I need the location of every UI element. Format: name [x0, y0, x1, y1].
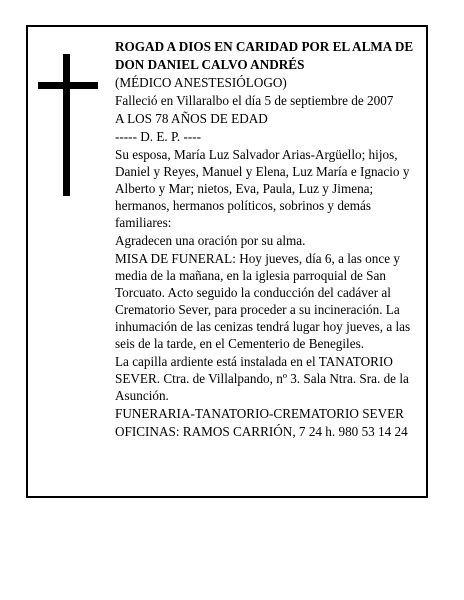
profession: (MÉDICO ANESTESIÓLOGO) — [115, 75, 287, 90]
rip-line: ----- D. E. P. ---- — [115, 129, 202, 144]
cross-icon — [38, 54, 98, 196]
death-info: Falleció en Villaralbo el día 5 de septiembre de 2007 — [115, 93, 394, 108]
age: A LOS 78 AÑOS DE EDAD — [115, 111, 268, 126]
funeral-mass-paragraph: MISA DE FUNERAL: Hoy jueves, día 6, a las once y media de la mañana, en la iglesia parroquial de San Torcuato. Acto seguido la conducción del cadáver al Crematorio Sever, para proceder a su incineración. La inhumación de las cenizas tendrá lugar hoy jueves, a las seis de la tarde, en el Cementerio de Benegiles. — [115, 251, 411, 351]
deceased-name: DON DANIEL CALVO ANDRÉS — [115, 57, 305, 72]
cross-horizontal-bar — [38, 82, 98, 89]
chapel-paragraph: La capilla ardiente está instalada en el TANATORIO SEVER. Ctra. de Villalpando, nº 3. Sala Ntra. Sra. de la Asunción. — [115, 354, 409, 403]
family-paragraph: Su esposa, María Luz Salvador Arias-Argüello; hijos, Daniel y Reyes, Manuel y Elena, Luz María e Ignacio y Alberto y Mar; nietos, Eva, Paula, Luz y Jimena; hermanos, hermanos políticos, sobrinos y demás familiares: — [115, 147, 410, 230]
obituary-text — [115, 38, 425, 441]
thanks-line: Agradecen una oración por su alma. — [115, 233, 306, 248]
heading-prayer: ROGAD A DIOS EN CARIDAD POR EL ALMA DE — [115, 39, 414, 54]
offices: OFICINAS: RAMOS CARRIÓN, 7 24 h. 980 53 14 24 — [115, 424, 408, 439]
funeral-home: FUNERARIA-TANATORIO-CREMATORIO SEVER — [115, 406, 404, 421]
cross-vertical-bar — [63, 54, 70, 196]
